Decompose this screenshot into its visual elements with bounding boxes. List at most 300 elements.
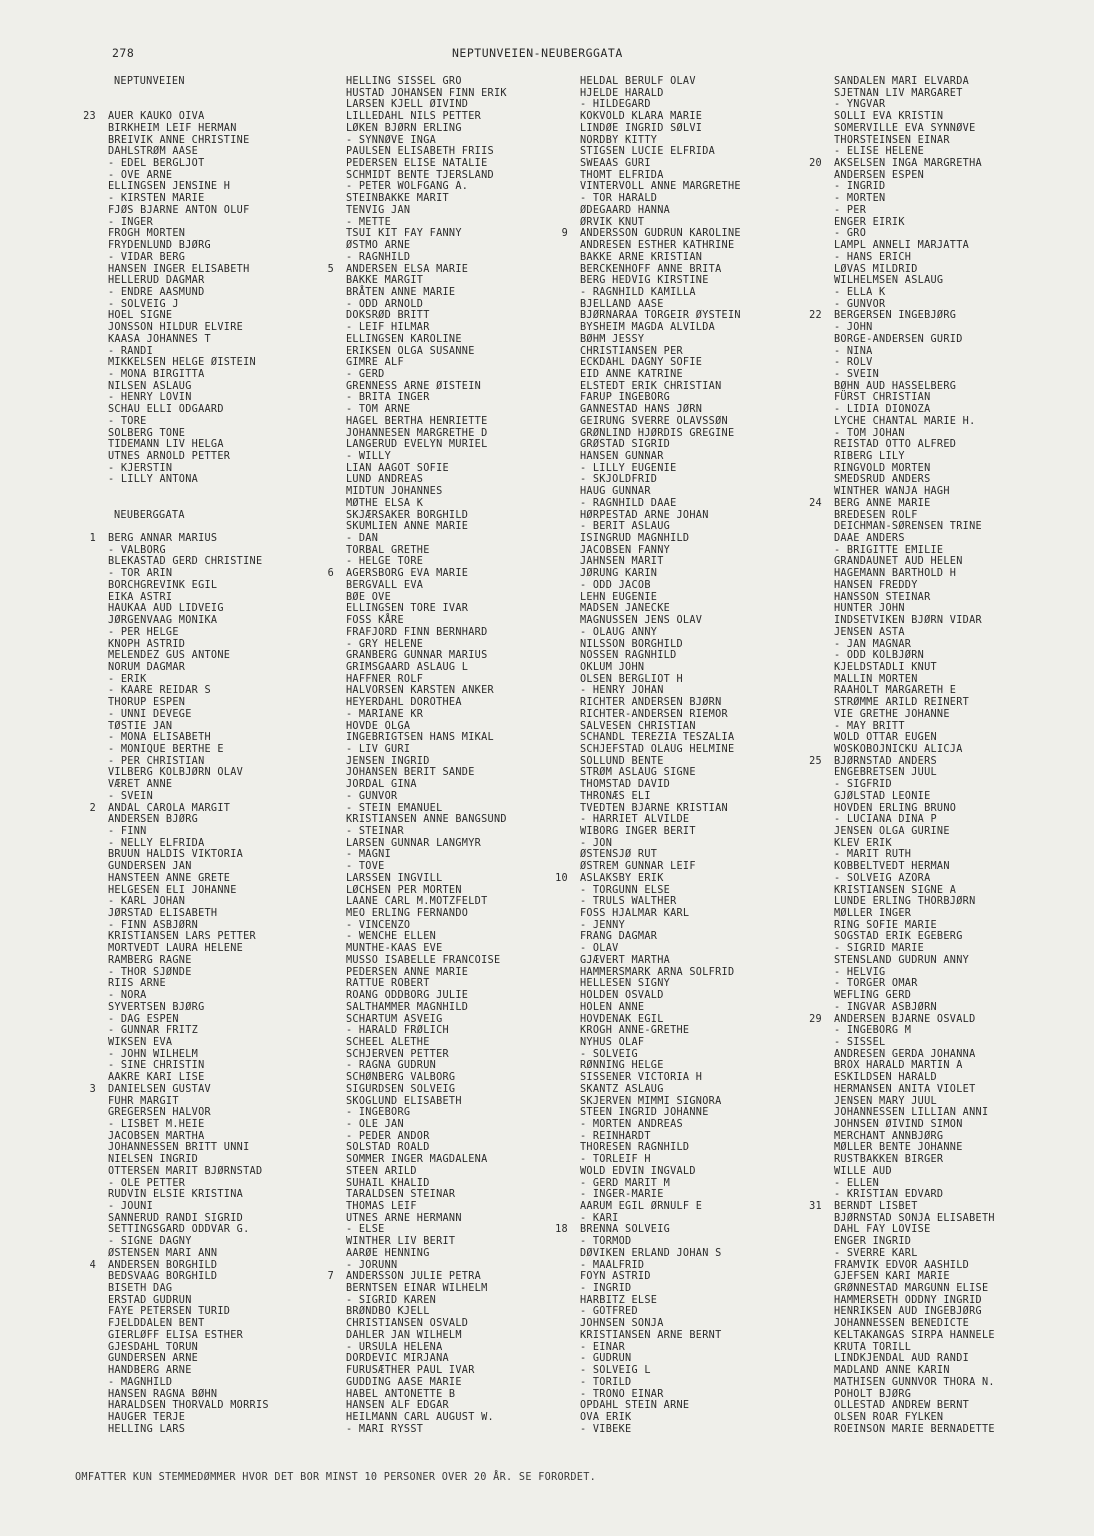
resident-name: VIE GRETHE JOHANNE (834, 708, 950, 720)
resident-name: FAYE PETERSEN TURID (108, 1306, 231, 1318)
resident-name: SOLLI EVA KRISTIN (834, 111, 944, 123)
resident-name: - NINA (834, 345, 873, 357)
resident-name: GJØLSTAD LEONIE (834, 790, 931, 802)
resident-name: SIGURDSEN SOLVEIG (346, 1083, 456, 1095)
resident-name: SCHANDL TEREZIA TESZALIA (580, 732, 735, 744)
resident-name: MERCHANT ANNBJØRG (834, 1130, 944, 1142)
resident-entry (834, 474, 1094, 486)
resident-name: BAKKE ARNE KRISTIAN (580, 251, 703, 263)
resident-name: JORDAL GINA (346, 779, 417, 791)
resident-entry (834, 861, 1094, 873)
resident-name: WINTHER LIV BERIT (346, 1236, 456, 1248)
resident-name: NORUM DAGMAR (108, 661, 186, 673)
resident-name: - JOUNI (108, 1201, 154, 1212)
resident-entry (580, 486, 850, 498)
resident-entry (108, 674, 378, 686)
resident-entry (580, 451, 850, 463)
resident-entry (834, 1084, 1094, 1096)
resident-entry (108, 978, 378, 990)
resident-entry (346, 861, 616, 873)
resident-name: ØSTREM GUNNAR LEIF (580, 861, 696, 873)
resident-entry (346, 627, 616, 639)
resident-entry (834, 287, 1094, 299)
house-number: 1 (89, 533, 96, 545)
resident-name: WIKSEN EVA (108, 1036, 173, 1048)
resident-entry (580, 369, 850, 381)
resident-entry (834, 416, 1094, 428)
resident-name: VÆRET ANNE (108, 779, 173, 791)
resident-entry (346, 217, 616, 229)
resident-entry (834, 111, 1094, 123)
resident-name: - NORA (108, 990, 147, 1002)
resident-name: - UNNI DEVEGE (108, 708, 192, 720)
resident-entry (108, 158, 378, 170)
resident-entry (108, 146, 378, 158)
resident-entry (834, 1377, 1094, 1389)
resident-name: PEDERSEN ELISE NATALIE (346, 158, 488, 170)
resident-entry (580, 533, 850, 545)
resident-name: MIKKELSEN HELGE ØISTEIN (108, 357, 256, 369)
resident-entry (834, 88, 1094, 100)
resident-entry (108, 1306, 378, 1318)
resident-entry (580, 1072, 850, 1084)
resident-name: MEO ERLING FERNANDO (346, 908, 469, 920)
resident-entry (809, 158, 1094, 170)
resident-entry (580, 1295, 850, 1307)
resident-name: HEYERDAHL DOROTHEA (346, 697, 462, 709)
resident-name: ELLINGSEN JENSINE H (108, 181, 231, 193)
resident-entry (834, 732, 1094, 744)
resident-entry (108, 123, 378, 135)
resident-entry (346, 920, 616, 932)
resident-entry (809, 1201, 1094, 1213)
resident-name: KROGH ANNE-GRETHE (580, 1025, 690, 1037)
resident-entry (580, 779, 850, 791)
resident-entry (346, 498, 616, 510)
resident-entry (834, 650, 1094, 662)
resident-entry (108, 650, 378, 662)
resident-entry (346, 1248, 616, 1260)
resident-entry (108, 428, 378, 440)
resident-name: KELTAKANGAS SIRPA HANNELE (834, 1329, 995, 1341)
resident-entry (580, 1142, 850, 1154)
resident-entry (834, 615, 1094, 627)
resident-name: HAUG GUNNAR (580, 486, 651, 498)
resident-entry (346, 1154, 616, 1166)
resident-name: - STEINAR (346, 826, 404, 837)
resident-entry (834, 217, 1094, 229)
resident-name: - ELSE (346, 1224, 385, 1236)
resident-entry (108, 1213, 378, 1225)
resident-name: SKANTZ ASLAUG (580, 1083, 664, 1095)
resident-entry (108, 463, 378, 475)
resident-name: HOVDENAK EGIL (580, 1013, 664, 1025)
resident-entry (580, 955, 850, 967)
resident-name: JACOBSEN FANNY (580, 544, 671, 556)
resident-name: ERIKSEN OLGA SUSANNE (346, 345, 475, 357)
resident-entry (834, 592, 1094, 604)
resident-name: RICHTER ANDERSEN BJØRN (580, 697, 722, 709)
resident-entry (834, 1154, 1094, 1166)
resident-name: GEIRUNG SVERRE OLAVSSØN (580, 415, 728, 427)
resident-name: BERGERSEN INGEBJØRG (834, 310, 957, 322)
resident-name: THORUP ESPEN (108, 697, 186, 709)
resident-name: HAMMERSETH ODDNY INGRID (834, 1294, 982, 1306)
resident-entry (108, 1424, 378, 1436)
resident-entry (834, 299, 1094, 311)
resident-name: CHRISTIANSEN OSVALD (346, 1318, 469, 1330)
resident-entry (346, 1201, 616, 1213)
resident-name: LANGERUD EVELYN MURIEL (346, 439, 488, 451)
resident-entry (108, 592, 378, 604)
resident-name: WILHELMSEN ASLAUG (834, 275, 944, 287)
resident-name: THORSTEINSEN EINAR (834, 134, 950, 146)
resident-name: GRENNESS ARNE ØISTEIN (346, 380, 482, 392)
resident-entry (580, 170, 850, 182)
resident-name: ØRVIK KNUT (580, 216, 645, 228)
resident-name: STEINBAKKE MARIT (346, 193, 449, 205)
resident-entry (834, 404, 1094, 416)
resident-entry (834, 931, 1094, 943)
resident-name: - MAGNI (346, 849, 392, 861)
resident-name: - SIGFRID (834, 779, 892, 791)
resident-entry (108, 310, 378, 322)
resident-entry (108, 568, 378, 580)
resident-entry (327, 263, 616, 276)
resident-entry (580, 1389, 850, 1401)
resident-entry (346, 545, 616, 557)
house-number: 25 (809, 755, 822, 767)
resident-entry (108, 1178, 378, 1190)
resident-name: BERNDT LISBET (834, 1201, 918, 1212)
resident-name: BREIVIK ANNE CHRISTINE (108, 134, 250, 146)
resident-entry (346, 322, 616, 334)
resident-entry (346, 439, 616, 451)
resident-name: - TOR ARIN (108, 568, 173, 580)
resident-entry (108, 861, 378, 873)
resident-entry (580, 1096, 850, 1108)
resident-name: - HARRIET ALVILDE (580, 814, 690, 826)
resident-name: ANDERSEN ELSA MARIE (346, 263, 469, 275)
resident-name: - ENDRE AASMUND (108, 286, 205, 298)
resident-name: ENGEBRETSEN JUUL (834, 767, 937, 779)
resident-entry (580, 392, 850, 404)
resident-name: - INGRID (834, 181, 886, 193)
resident-entry (580, 885, 850, 897)
resident-entry (346, 814, 616, 826)
resident-name: GUNDERSEN ARNE (108, 1353, 199, 1365)
resident-name: - JON (580, 837, 613, 849)
resident-name: LINDØE INGRID SØLVI (580, 122, 703, 134)
resident-entry (108, 1283, 378, 1295)
resident-name: - URSULA HELENA (346, 1341, 443, 1353)
resident-name: LUNDE ERLING THORBJØRN (834, 896, 976, 908)
resident-name: - SIGRID KAREN (346, 1294, 437, 1306)
resident-entry (346, 170, 616, 182)
resident-name: HANSEN RAGNA BØHN (108, 1388, 218, 1400)
resident-entry (108, 88, 378, 100)
resident-name: - PETER WOLFGANG A. (346, 181, 469, 193)
house-number: 18 (555, 1224, 568, 1236)
resident-name: - SKJOLDFRID (580, 474, 658, 486)
house-number: 31 (809, 1201, 822, 1212)
resident-entry (346, 181, 616, 193)
resident-entry (834, 580, 1094, 592)
resident-name: SCHJEFSTAD OLAUG HELMINE (580, 743, 735, 755)
resident-entry (580, 193, 850, 205)
resident-name: STRØM ASLAUG SIGNE (580, 767, 696, 779)
resident-entry (580, 838, 850, 850)
resident-name: AKSELSEN INGA MARGRETHA (834, 158, 982, 170)
resident-entry (108, 217, 378, 229)
resident-name: MADLAND ANNE KARIN (834, 1365, 950, 1377)
resident-entry (108, 1318, 378, 1330)
resident-name: FOSS HJALMAR KARL (580, 908, 690, 920)
resident-entry (346, 369, 616, 381)
resident-name: - ODD KOLBJØRN (834, 650, 925, 662)
resident-name: - EDEL BERGLJOT (108, 158, 205, 170)
resident-name: - TORILD (580, 1376, 632, 1388)
resident-entry (108, 1189, 378, 1201)
resident-entry (580, 861, 850, 873)
resident-name: KLEV ERIK (834, 837, 892, 849)
resident-name: MELENDEZ GUS ANTONE (108, 650, 231, 662)
resident-name: THRONÆS ELI (580, 790, 651, 802)
resident-entry (580, 205, 850, 217)
resident-entry (346, 674, 616, 686)
resident-name: WINTHER WANJA HAGH (834, 486, 950, 498)
resident-entry (834, 521, 1094, 533)
resident-entry (108, 1224, 378, 1236)
resident-name: EID ANNE KATRINE (580, 368, 683, 380)
resident-name: - MONA ELISABETH (108, 732, 211, 744)
resident-entry (834, 1131, 1094, 1143)
resident-name: NILSEN ASLAUG (108, 380, 192, 392)
resident-name: GANNESTAD HANS JØRN (580, 404, 703, 416)
resident-name: ESKILDSEN HARALD (834, 1072, 937, 1084)
resident-entry (834, 463, 1094, 475)
resident-entry (346, 1072, 616, 1084)
resident-name: LARSEN KJELL ØIVIND (346, 99, 469, 111)
column-1 (83, 76, 378, 1435)
resident-name: - TOM JOHAN (834, 427, 905, 439)
resident-entry (108, 392, 378, 404)
resident-entry (346, 76, 616, 88)
resident-name: MØTHE ELSA K (346, 497, 424, 509)
resident-name: KAASA JOHANNES T (108, 333, 211, 345)
resident-entry (580, 639, 850, 651)
house-number: 20 (809, 158, 822, 170)
resident-name: HANSEN INGER ELISABETH (108, 263, 250, 275)
column-2 (327, 76, 616, 1435)
resident-name: SKJERVEN MIMMI SIGNORA (580, 1095, 722, 1107)
resident-name: SOLSTAD ROALD (346, 1142, 430, 1154)
resident-name: OVA ERIK (580, 1411, 632, 1423)
resident-name: - KIRSTEN MARIE (108, 193, 205, 205)
resident-entry (346, 803, 616, 815)
resident-name: - TOR HARALD (580, 193, 658, 205)
resident-name: LINDKJENDAL AUD RANDI (834, 1353, 970, 1365)
resident-name: RINGVOLD MORTEN (834, 462, 931, 474)
resident-entry (108, 181, 378, 193)
resident-entry (346, 111, 616, 123)
resident-entry (834, 123, 1094, 135)
resident-name: HABEL ANTONETTE B (346, 1388, 456, 1400)
resident-entry (834, 990, 1094, 1002)
house-number: 6 (327, 568, 334, 580)
resident-entry (108, 662, 378, 674)
resident-entry (346, 1119, 616, 1131)
resident-name: KRUTA TORILL (834, 1341, 912, 1353)
resident-entry (108, 885, 378, 897)
resident-name: - MARIANE KR (346, 708, 424, 720)
resident-entry (108, 346, 378, 358)
resident-entry (108, 767, 378, 779)
resident-entry (580, 357, 850, 369)
resident-name: OLSEN ROAR FYLKEN (834, 1411, 944, 1423)
street-heading (108, 76, 378, 88)
resident-entry (108, 580, 378, 592)
resident-entry (834, 908, 1094, 920)
resident-entry (580, 1271, 850, 1283)
resident-name: HUNTER JOHN (834, 603, 905, 615)
resident-entry (580, 1306, 850, 1318)
resident-entry (580, 1424, 850, 1436)
resident-entry (346, 310, 616, 322)
resident-entry (346, 1142, 616, 1154)
resident-name: RIIS ARNE (108, 978, 166, 990)
resident-name: - HANS ERICH (834, 251, 912, 263)
resident-name: NOSSEN RAGNHILD (580, 650, 677, 662)
resident-name: TARALDSEN STEINAR (346, 1189, 456, 1201)
resident-name: JOHANSEN BERIT SANDE (346, 767, 475, 779)
resident-entry (346, 592, 616, 604)
resident-entry (834, 1213, 1094, 1225)
resident-entry (834, 1318, 1094, 1330)
resident-entry (346, 1107, 616, 1119)
street-name: NEPTUNVEIEN (114, 76, 185, 87)
resident-entry (346, 615, 616, 627)
resident-name: - PER HELGE (108, 626, 179, 638)
resident-name: UTNES ARNE HERMANN (346, 1212, 462, 1224)
resident-entry (834, 369, 1094, 381)
resident-name: - FINN (108, 826, 147, 837)
resident-entry (108, 1377, 378, 1389)
resident-entry (346, 1318, 616, 1330)
resident-name: SETTINGSGARD ODDVAR G. (108, 1224, 250, 1236)
resident-entry (108, 838, 378, 850)
resident-entry (580, 439, 850, 451)
resident-entry (346, 756, 616, 768)
resident-name: - INGER (108, 216, 154, 228)
resident-entry (834, 334, 1094, 346)
resident-name: DEICHMAN-SØRENSEN TRINE (834, 521, 982, 533)
resident-name: VINTERVOLL ANNE MARGRETHE (580, 181, 741, 193)
resident-entry (834, 1224, 1094, 1236)
resident-name: LARSSEN INGVILL (346, 872, 443, 884)
resident-name: - BERIT ASLAUG (580, 521, 671, 533)
resident-name: THORESEN RAGNHILD (580, 1142, 690, 1154)
resident-name: - JOHN (834, 322, 873, 334)
resident-name: - TRONO EINAR (580, 1388, 664, 1400)
resident-name: TORBAL GRETHE (346, 544, 430, 556)
resident-name: JØRUNG KARIN (580, 568, 658, 580)
resident-entry (834, 346, 1094, 358)
house-number: 4 (89, 1259, 96, 1271)
resident-name: SOMERVILLE EVA SYNNØVE (834, 122, 976, 134)
resident-entry (108, 369, 378, 381)
resident-entry (580, 123, 850, 135)
resident-name: ANDERSEN BORGHILD (108, 1259, 218, 1271)
resident-name: RUSTBAKKEN BIRGER (834, 1154, 944, 1166)
resident-entry (580, 931, 850, 943)
resident-name: HELGESEN ELI JOHANNE (108, 884, 237, 896)
resident-name: NILSSON BORGHILD (580, 638, 683, 650)
resident-name: JOHANNESSEN BENEDICTE (834, 1318, 970, 1330)
resident-entry (346, 1213, 616, 1225)
resident-name: HAFFNER ROLF (346, 673, 424, 685)
resident-name: RAAHOLT MARGARETH E (834, 685, 957, 697)
resident-entry (580, 322, 850, 334)
resident-name: - PEDER ANDOR (346, 1130, 430, 1142)
resident-name: - TORLEIF H (580, 1154, 651, 1166)
resident-entry (834, 146, 1094, 158)
resident-entry (108, 287, 378, 299)
resident-name: THOMT ELFRIDA (580, 169, 664, 181)
resident-entry (834, 252, 1094, 264)
resident-name: OLLESTAD ANDREW BERNT (834, 1400, 970, 1412)
resident-entry (346, 990, 616, 1002)
resident-entry (834, 486, 1094, 498)
resident-name: ERSTAD GUDRUN (108, 1294, 192, 1306)
resident-entry (834, 1060, 1094, 1072)
resident-name: BRØNDBO KJELL (346, 1306, 430, 1318)
resident-entry (108, 1096, 378, 1108)
resident-entry (346, 123, 616, 135)
resident-entry (346, 334, 616, 346)
resident-name: - ELLEN (834, 1177, 880, 1189)
resident-name: NORDBY KITTY (580, 134, 658, 146)
resident-entry (346, 1189, 616, 1201)
resident-entry (580, 111, 850, 123)
house-number: 7 (327, 1271, 334, 1283)
resident-name: - TORGER OMAR (834, 978, 918, 990)
resident-entry (346, 697, 616, 709)
resident-entry (346, 885, 616, 897)
resident-name: LEHN EUGENIE (580, 591, 658, 603)
resident-entry (346, 709, 616, 721)
resident-name: MUSSO ISABELLE FRANCOISE (346, 954, 501, 966)
resident-entry (580, 1049, 850, 1061)
resident-entry (580, 428, 850, 440)
resident-entry (580, 978, 850, 990)
resident-name: STEEN ARILD (346, 1165, 417, 1177)
resident-name: HANSEN GUNNAR (580, 451, 664, 462)
resident-entry (346, 404, 616, 416)
resident-name: - RAGNHILD DAAE (580, 497, 677, 509)
resident-name: SOGSTAD ERIK EGEBERG (834, 931, 963, 943)
resident-entry (346, 1060, 616, 1072)
resident-entry (834, 1365, 1094, 1377)
resident-name: - OVE ARNE (108, 169, 173, 181)
resident-entry (346, 1096, 616, 1108)
resident-entry (108, 615, 378, 627)
resident-entry (108, 1072, 378, 1084)
resident-name: FRAMVIK EDVOR AASHILD (834, 1259, 970, 1271)
resident-entry (580, 1119, 850, 1131)
resident-name: FOSS KÅRE (346, 615, 404, 627)
resident-entry (834, 170, 1094, 182)
